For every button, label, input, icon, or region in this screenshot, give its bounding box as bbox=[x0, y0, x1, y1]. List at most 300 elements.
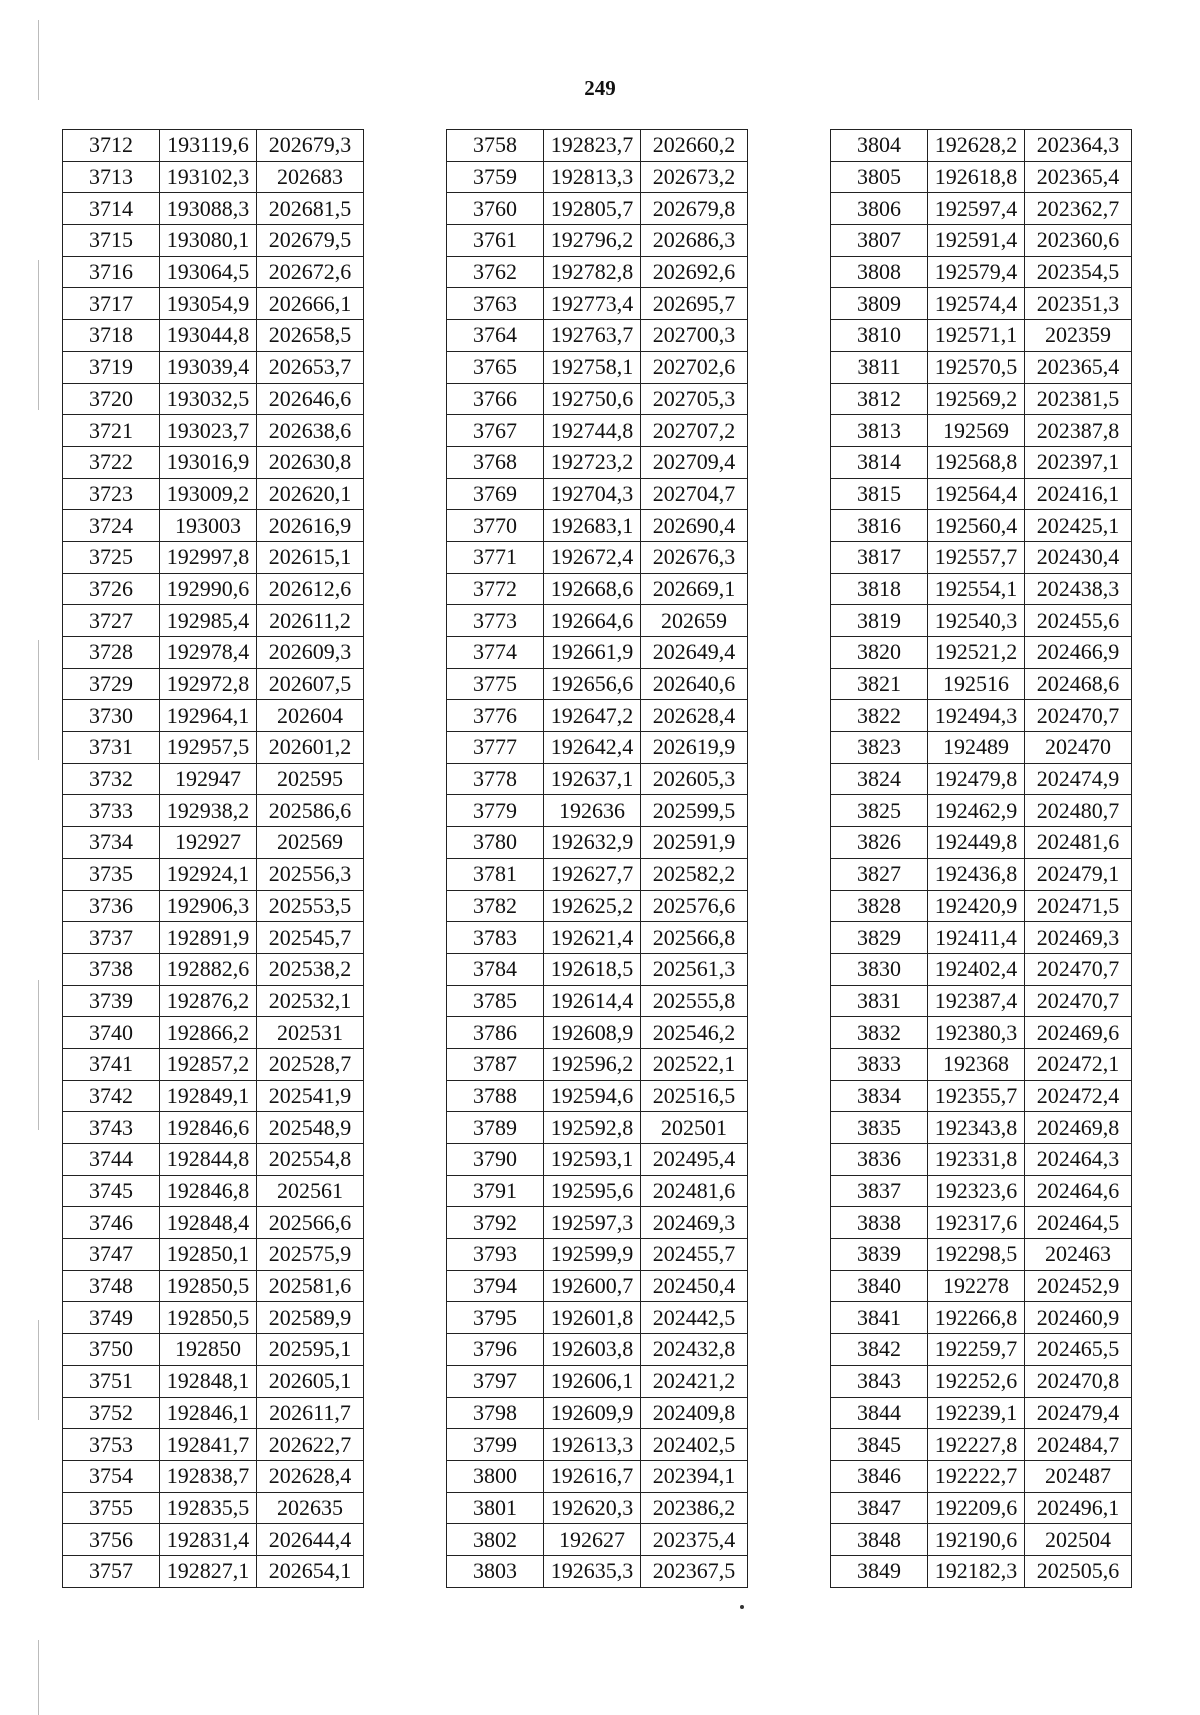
point-number-cell: 3773 bbox=[447, 605, 544, 637]
y-coordinate-cell: 202644,4 bbox=[257, 1524, 364, 1556]
point-number-cell: 3796 bbox=[447, 1334, 544, 1366]
table-row bbox=[63, 1334, 364, 1366]
point-number-cell: 3772 bbox=[447, 573, 544, 605]
table-row bbox=[63, 700, 364, 732]
y-coordinate-cell: 202470,8 bbox=[1025, 1365, 1132, 1397]
point-number-cell: 3837 bbox=[831, 1175, 928, 1207]
table-row bbox=[447, 605, 748, 637]
table-row bbox=[63, 827, 364, 859]
y-coordinate-cell: 202695,7 bbox=[641, 288, 748, 320]
scan-margin-line bbox=[38, 1640, 39, 1715]
x-coordinate-cell: 193003 bbox=[160, 510, 257, 542]
y-coordinate-cell: 202595 bbox=[257, 763, 364, 795]
point-number-cell: 3774 bbox=[447, 637, 544, 669]
x-coordinate-cell: 192606,1 bbox=[544, 1365, 641, 1397]
x-coordinate-cell: 192616,7 bbox=[544, 1460, 641, 1492]
table-row bbox=[63, 1302, 364, 1334]
y-coordinate-cell: 202569 bbox=[257, 827, 364, 859]
y-coordinate-cell: 202545,7 bbox=[257, 922, 364, 954]
x-coordinate-cell: 192668,6 bbox=[544, 573, 641, 605]
x-coordinate-cell: 192618,5 bbox=[544, 953, 641, 985]
point-number-cell: 3740 bbox=[63, 1017, 160, 1049]
point-number-cell: 3820 bbox=[831, 637, 928, 669]
point-number-cell: 3785 bbox=[447, 985, 544, 1017]
y-coordinate-cell: 202442,5 bbox=[641, 1302, 748, 1334]
table-row bbox=[831, 1524, 1132, 1556]
table-row bbox=[447, 827, 748, 859]
point-number-cell: 3826 bbox=[831, 827, 928, 859]
table-row bbox=[831, 415, 1132, 447]
point-number-cell: 3731 bbox=[63, 732, 160, 764]
x-coordinate-cell: 192600,7 bbox=[544, 1270, 641, 1302]
x-coordinate-cell: 192618,8 bbox=[928, 161, 1025, 193]
point-number-cell: 3842 bbox=[831, 1334, 928, 1366]
x-coordinate-cell: 192805,7 bbox=[544, 193, 641, 225]
y-coordinate-cell: 202658,5 bbox=[257, 320, 364, 352]
x-coordinate-cell: 192420,9 bbox=[928, 890, 1025, 922]
point-number-cell: 3760 bbox=[447, 193, 544, 225]
table-row bbox=[831, 541, 1132, 573]
table-row bbox=[447, 130, 748, 162]
point-number-cell: 3766 bbox=[447, 383, 544, 415]
y-coordinate-cell: 202474,9 bbox=[1025, 763, 1132, 795]
table-row bbox=[447, 732, 748, 764]
point-number-cell: 3712 bbox=[63, 130, 160, 162]
table-row bbox=[447, 1080, 748, 1112]
table-row bbox=[447, 668, 748, 700]
y-coordinate-cell: 202466,9 bbox=[1025, 637, 1132, 669]
x-coordinate-cell: 192823,7 bbox=[544, 130, 641, 162]
y-coordinate-cell: 202628,4 bbox=[257, 1460, 364, 1492]
x-coordinate-cell: 192239,1 bbox=[928, 1397, 1025, 1429]
x-coordinate-cell: 192990,6 bbox=[160, 573, 257, 605]
point-number-cell: 3849 bbox=[831, 1555, 928, 1587]
table-row bbox=[447, 1144, 748, 1176]
table-row bbox=[447, 1239, 748, 1271]
x-coordinate-cell: 192636 bbox=[544, 795, 641, 827]
point-number-cell: 3754 bbox=[63, 1460, 160, 1492]
x-coordinate-cell: 192564,4 bbox=[928, 478, 1025, 510]
x-coordinate-cell: 193088,3 bbox=[160, 193, 257, 225]
point-number-cell: 3716 bbox=[63, 256, 160, 288]
x-coordinate-cell: 192222,7 bbox=[928, 1460, 1025, 1492]
point-number-cell: 3757 bbox=[63, 1555, 160, 1587]
point-number-cell: 3832 bbox=[831, 1017, 928, 1049]
y-coordinate-cell: 202700,3 bbox=[641, 320, 748, 352]
point-number-cell: 3746 bbox=[63, 1207, 160, 1239]
y-coordinate-cell: 202595,1 bbox=[257, 1334, 364, 1366]
table-row bbox=[447, 1175, 748, 1207]
x-coordinate-cell: 192627 bbox=[544, 1524, 641, 1556]
table-row bbox=[63, 225, 364, 257]
x-coordinate-cell: 193009,2 bbox=[160, 478, 257, 510]
point-number-cell: 3733 bbox=[63, 795, 160, 827]
table-row bbox=[831, 795, 1132, 827]
y-coordinate-cell: 202532,1 bbox=[257, 985, 364, 1017]
x-coordinate-cell: 192489 bbox=[928, 732, 1025, 764]
table-row bbox=[831, 256, 1132, 288]
point-number-cell: 3737 bbox=[63, 922, 160, 954]
point-number-cell: 3755 bbox=[63, 1492, 160, 1524]
y-coordinate-cell: 202432,8 bbox=[641, 1334, 748, 1366]
table-row bbox=[63, 1112, 364, 1144]
point-number-cell: 3823 bbox=[831, 732, 928, 764]
x-coordinate-cell: 192796,2 bbox=[544, 225, 641, 257]
coordinates-table-2 bbox=[446, 129, 748, 1588]
table-row bbox=[831, 383, 1132, 415]
point-number-cell: 3767 bbox=[447, 415, 544, 447]
point-number-cell: 3810 bbox=[831, 320, 928, 352]
x-coordinate-cell: 192266,8 bbox=[928, 1302, 1025, 1334]
point-number-cell: 3819 bbox=[831, 605, 928, 637]
y-coordinate-cell: 202463 bbox=[1025, 1239, 1132, 1271]
table-row bbox=[831, 858, 1132, 890]
point-number-cell: 3841 bbox=[831, 1302, 928, 1334]
x-coordinate-cell: 192571,1 bbox=[928, 320, 1025, 352]
y-coordinate-cell: 202360,6 bbox=[1025, 225, 1132, 257]
point-number-cell: 3776 bbox=[447, 700, 544, 732]
y-coordinate-cell: 202421,2 bbox=[641, 1365, 748, 1397]
y-coordinate-cell: 202386,2 bbox=[641, 1492, 748, 1524]
x-coordinate-cell: 192402,4 bbox=[928, 953, 1025, 985]
point-number-cell: 3806 bbox=[831, 193, 928, 225]
table-row bbox=[831, 1112, 1132, 1144]
table-row bbox=[63, 668, 364, 700]
y-coordinate-cell: 202479,1 bbox=[1025, 858, 1132, 890]
y-coordinate-cell: 202468,6 bbox=[1025, 668, 1132, 700]
y-coordinate-cell: 202470 bbox=[1025, 732, 1132, 764]
x-coordinate-cell: 192597,4 bbox=[928, 193, 1025, 225]
x-coordinate-cell: 192436,8 bbox=[928, 858, 1025, 890]
table-row bbox=[447, 1492, 748, 1524]
x-coordinate-cell: 193080,1 bbox=[160, 225, 257, 257]
y-coordinate-cell: 202367,5 bbox=[641, 1555, 748, 1587]
y-coordinate-cell: 202690,4 bbox=[641, 510, 748, 542]
table-row bbox=[831, 573, 1132, 605]
x-coordinate-cell: 192938,2 bbox=[160, 795, 257, 827]
point-number-cell: 3824 bbox=[831, 763, 928, 795]
x-coordinate-cell: 192978,4 bbox=[160, 637, 257, 669]
table-row bbox=[447, 225, 748, 257]
table-row bbox=[831, 953, 1132, 985]
x-coordinate-cell: 192850,5 bbox=[160, 1302, 257, 1334]
table-row bbox=[831, 732, 1132, 764]
y-coordinate-cell: 202679,3 bbox=[257, 130, 364, 162]
point-number-cell: 3788 bbox=[447, 1080, 544, 1112]
y-coordinate-cell: 202464,5 bbox=[1025, 1207, 1132, 1239]
point-number-cell: 3803 bbox=[447, 1555, 544, 1587]
y-coordinate-cell: 202566,8 bbox=[641, 922, 748, 954]
point-number-cell: 3799 bbox=[447, 1429, 544, 1461]
x-coordinate-cell: 192613,3 bbox=[544, 1429, 641, 1461]
table-row bbox=[63, 256, 364, 288]
x-coordinate-cell: 192494,3 bbox=[928, 700, 1025, 732]
table-row bbox=[447, 1017, 748, 1049]
table-row bbox=[447, 193, 748, 225]
table-row bbox=[63, 1524, 364, 1556]
y-coordinate-cell: 202575,9 bbox=[257, 1239, 364, 1271]
table-row bbox=[447, 985, 748, 1017]
y-coordinate-cell: 202452,9 bbox=[1025, 1270, 1132, 1302]
point-number-cell: 3831 bbox=[831, 985, 928, 1017]
table-row bbox=[447, 1397, 748, 1429]
table-row bbox=[831, 1397, 1132, 1429]
table-row bbox=[447, 1112, 748, 1144]
table-row bbox=[63, 637, 364, 669]
x-coordinate-cell: 192278 bbox=[928, 1270, 1025, 1302]
scan-margin-line bbox=[38, 640, 39, 760]
point-number-cell: 3713 bbox=[63, 161, 160, 193]
x-coordinate-cell: 192683,1 bbox=[544, 510, 641, 542]
table-row bbox=[63, 1429, 364, 1461]
x-coordinate-cell: 192569 bbox=[928, 415, 1025, 447]
table-row bbox=[831, 890, 1132, 922]
point-number-cell: 3727 bbox=[63, 605, 160, 637]
table-row bbox=[63, 795, 364, 827]
point-number-cell: 3798 bbox=[447, 1397, 544, 1429]
table-row bbox=[447, 1555, 748, 1587]
point-number-cell: 3828 bbox=[831, 890, 928, 922]
table-row bbox=[63, 1239, 364, 1271]
y-coordinate-cell: 202561,3 bbox=[641, 953, 748, 985]
y-coordinate-cell: 202609,3 bbox=[257, 637, 364, 669]
y-coordinate-cell: 202479,4 bbox=[1025, 1397, 1132, 1429]
point-number-cell: 3735 bbox=[63, 858, 160, 890]
table-row bbox=[831, 1365, 1132, 1397]
table-row bbox=[831, 1175, 1132, 1207]
x-coordinate-cell: 192625,2 bbox=[544, 890, 641, 922]
point-number-cell: 3717 bbox=[63, 288, 160, 320]
point-number-cell: 3840 bbox=[831, 1270, 928, 1302]
x-coordinate-cell: 192182,3 bbox=[928, 1555, 1025, 1587]
x-coordinate-cell: 192882,6 bbox=[160, 953, 257, 985]
y-coordinate-cell: 202615,1 bbox=[257, 541, 364, 573]
table-row bbox=[63, 985, 364, 1017]
x-coordinate-cell: 192227,8 bbox=[928, 1429, 1025, 1461]
table-row bbox=[831, 351, 1132, 383]
point-number-cell: 3723 bbox=[63, 478, 160, 510]
y-coordinate-cell: 202554,8 bbox=[257, 1144, 364, 1176]
table-row bbox=[63, 1555, 364, 1587]
y-coordinate-cell: 202365,4 bbox=[1025, 351, 1132, 383]
point-number-cell: 3804 bbox=[831, 130, 928, 162]
point-number-cell: 3769 bbox=[447, 478, 544, 510]
y-coordinate-cell: 202471,5 bbox=[1025, 890, 1132, 922]
table-row bbox=[447, 1207, 748, 1239]
table-row bbox=[831, 1239, 1132, 1271]
x-coordinate-cell: 192599,9 bbox=[544, 1239, 641, 1271]
point-number-cell: 3729 bbox=[63, 668, 160, 700]
table-row bbox=[831, 446, 1132, 478]
table-row bbox=[831, 637, 1132, 669]
point-number-cell: 3805 bbox=[831, 161, 928, 193]
point-number-cell: 3714 bbox=[63, 193, 160, 225]
x-coordinate-cell: 192592,8 bbox=[544, 1112, 641, 1144]
y-coordinate-cell: 202660,2 bbox=[641, 130, 748, 162]
point-number-cell: 3800 bbox=[447, 1460, 544, 1492]
x-coordinate-cell: 192723,2 bbox=[544, 446, 641, 478]
table-row bbox=[831, 763, 1132, 795]
y-coordinate-cell: 202586,6 bbox=[257, 795, 364, 827]
table-row bbox=[831, 130, 1132, 162]
x-coordinate-cell: 192411,4 bbox=[928, 922, 1025, 954]
point-number-cell: 3750 bbox=[63, 1334, 160, 1366]
y-coordinate-cell: 202649,4 bbox=[641, 637, 748, 669]
y-coordinate-cell: 202455,6 bbox=[1025, 605, 1132, 637]
table-row bbox=[447, 161, 748, 193]
y-coordinate-cell: 202686,3 bbox=[641, 225, 748, 257]
x-coordinate-cell: 192620,3 bbox=[544, 1492, 641, 1524]
y-coordinate-cell: 202425,1 bbox=[1025, 510, 1132, 542]
x-coordinate-cell: 192540,3 bbox=[928, 605, 1025, 637]
y-coordinate-cell: 202394,1 bbox=[641, 1460, 748, 1492]
table-row bbox=[447, 922, 748, 954]
table-row bbox=[63, 1144, 364, 1176]
x-coordinate-cell: 192891,9 bbox=[160, 922, 257, 954]
y-coordinate-cell: 202469,3 bbox=[641, 1207, 748, 1239]
y-coordinate-cell: 202605,1 bbox=[257, 1365, 364, 1397]
y-coordinate-cell: 202659 bbox=[641, 605, 748, 637]
x-coordinate-cell: 192838,7 bbox=[160, 1460, 257, 1492]
x-coordinate-cell: 192317,6 bbox=[928, 1207, 1025, 1239]
x-coordinate-cell: 192661,9 bbox=[544, 637, 641, 669]
y-coordinate-cell: 202470,7 bbox=[1025, 985, 1132, 1017]
point-number-cell: 3836 bbox=[831, 1144, 928, 1176]
y-coordinate-cell: 202611,2 bbox=[257, 605, 364, 637]
y-coordinate-cell: 202450,4 bbox=[641, 1270, 748, 1302]
x-coordinate-cell: 192876,2 bbox=[160, 985, 257, 1017]
x-coordinate-cell: 192595,6 bbox=[544, 1175, 641, 1207]
x-coordinate-cell: 192972,8 bbox=[160, 668, 257, 700]
y-coordinate-cell: 202470,7 bbox=[1025, 953, 1132, 985]
x-coordinate-cell: 192848,1 bbox=[160, 1365, 257, 1397]
table-row bbox=[63, 351, 364, 383]
x-coordinate-cell: 192906,3 bbox=[160, 890, 257, 922]
y-coordinate-cell: 202638,6 bbox=[257, 415, 364, 447]
x-coordinate-cell: 192368 bbox=[928, 1048, 1025, 1080]
point-number-cell: 3807 bbox=[831, 225, 928, 257]
y-coordinate-cell: 202381,5 bbox=[1025, 383, 1132, 415]
point-number-cell: 3834 bbox=[831, 1080, 928, 1112]
x-coordinate-cell: 192601,8 bbox=[544, 1302, 641, 1334]
y-coordinate-cell: 202622,7 bbox=[257, 1429, 364, 1461]
x-coordinate-cell: 193044,8 bbox=[160, 320, 257, 352]
y-coordinate-cell: 202505,6 bbox=[1025, 1555, 1132, 1587]
page-number: 249 bbox=[584, 76, 616, 100]
point-number-cell: 3756 bbox=[63, 1524, 160, 1556]
table-row bbox=[447, 795, 748, 827]
point-number-cell: 3812 bbox=[831, 383, 928, 415]
table-row bbox=[63, 1270, 364, 1302]
table-row bbox=[447, 1460, 748, 1492]
table-row bbox=[63, 1365, 364, 1397]
y-coordinate-cell: 202438,3 bbox=[1025, 573, 1132, 605]
table-row bbox=[63, 193, 364, 225]
x-coordinate-cell: 192985,4 bbox=[160, 605, 257, 637]
table-row bbox=[63, 1175, 364, 1207]
point-number-cell: 3744 bbox=[63, 1144, 160, 1176]
scan-speck bbox=[740, 1605, 744, 1609]
x-coordinate-cell: 192190,6 bbox=[928, 1524, 1025, 1556]
x-coordinate-cell: 192997,8 bbox=[160, 541, 257, 573]
point-number-cell: 3787 bbox=[447, 1048, 544, 1080]
point-number-cell: 3719 bbox=[63, 351, 160, 383]
point-number-cell: 3797 bbox=[447, 1365, 544, 1397]
x-coordinate-cell: 192844,8 bbox=[160, 1144, 257, 1176]
y-coordinate-cell: 202480,7 bbox=[1025, 795, 1132, 827]
x-coordinate-cell: 192594,6 bbox=[544, 1080, 641, 1112]
point-number-cell: 3791 bbox=[447, 1175, 544, 1207]
y-coordinate-cell: 202402,5 bbox=[641, 1429, 748, 1461]
table-row bbox=[831, 1017, 1132, 1049]
point-number-cell: 3778 bbox=[447, 763, 544, 795]
x-coordinate-cell: 192557,7 bbox=[928, 541, 1025, 573]
table-row bbox=[63, 1460, 364, 1492]
table-row bbox=[63, 605, 364, 637]
table-row bbox=[447, 700, 748, 732]
table-row bbox=[831, 922, 1132, 954]
point-number-cell: 3790 bbox=[447, 1144, 544, 1176]
y-coordinate-cell: 202354,5 bbox=[1025, 256, 1132, 288]
point-number-cell: 3814 bbox=[831, 446, 928, 478]
point-number-cell: 3792 bbox=[447, 1207, 544, 1239]
table-row bbox=[63, 288, 364, 320]
table-row bbox=[63, 732, 364, 764]
y-coordinate-cell: 202538,2 bbox=[257, 953, 364, 985]
table-row bbox=[447, 637, 748, 669]
y-coordinate-cell: 202546,2 bbox=[641, 1017, 748, 1049]
x-coordinate-cell: 192554,1 bbox=[928, 573, 1025, 605]
table-row bbox=[447, 1048, 748, 1080]
point-number-cell: 3782 bbox=[447, 890, 544, 922]
point-number-cell: 3715 bbox=[63, 225, 160, 257]
x-coordinate-cell: 192957,5 bbox=[160, 732, 257, 764]
table-row bbox=[831, 1080, 1132, 1112]
y-coordinate-cell: 202666,1 bbox=[257, 288, 364, 320]
table-row bbox=[831, 1555, 1132, 1587]
point-number-cell: 3809 bbox=[831, 288, 928, 320]
table-row bbox=[831, 510, 1132, 542]
point-number-cell: 3789 bbox=[447, 1112, 544, 1144]
point-number-cell: 3795 bbox=[447, 1302, 544, 1334]
table-row bbox=[63, 573, 364, 605]
y-coordinate-cell: 202464,3 bbox=[1025, 1144, 1132, 1176]
x-coordinate-cell: 192596,2 bbox=[544, 1048, 641, 1080]
x-coordinate-cell: 193023,7 bbox=[160, 415, 257, 447]
y-coordinate-cell: 202620,1 bbox=[257, 478, 364, 510]
x-coordinate-cell: 192647,2 bbox=[544, 700, 641, 732]
x-coordinate-cell: 192479,8 bbox=[928, 763, 1025, 795]
y-coordinate-cell: 202469,3 bbox=[1025, 922, 1132, 954]
table-row bbox=[63, 1017, 364, 1049]
point-number-cell: 3784 bbox=[447, 953, 544, 985]
x-coordinate-cell: 193032,5 bbox=[160, 383, 257, 415]
y-coordinate-cell: 202548,9 bbox=[257, 1112, 364, 1144]
table-row bbox=[447, 1270, 748, 1302]
y-coordinate-cell: 202375,4 bbox=[641, 1524, 748, 1556]
y-coordinate-cell: 202495,4 bbox=[641, 1144, 748, 1176]
y-coordinate-cell: 202496,1 bbox=[1025, 1492, 1132, 1524]
point-number-cell: 3743 bbox=[63, 1112, 160, 1144]
point-number-cell: 3718 bbox=[63, 320, 160, 352]
y-coordinate-cell: 202607,5 bbox=[257, 668, 364, 700]
point-number-cell: 3844 bbox=[831, 1397, 928, 1429]
point-number-cell: 3835 bbox=[831, 1112, 928, 1144]
y-coordinate-cell: 202582,2 bbox=[641, 858, 748, 890]
table-row bbox=[447, 953, 748, 985]
y-coordinate-cell: 202472,1 bbox=[1025, 1048, 1132, 1080]
x-coordinate-cell: 192827,1 bbox=[160, 1555, 257, 1587]
